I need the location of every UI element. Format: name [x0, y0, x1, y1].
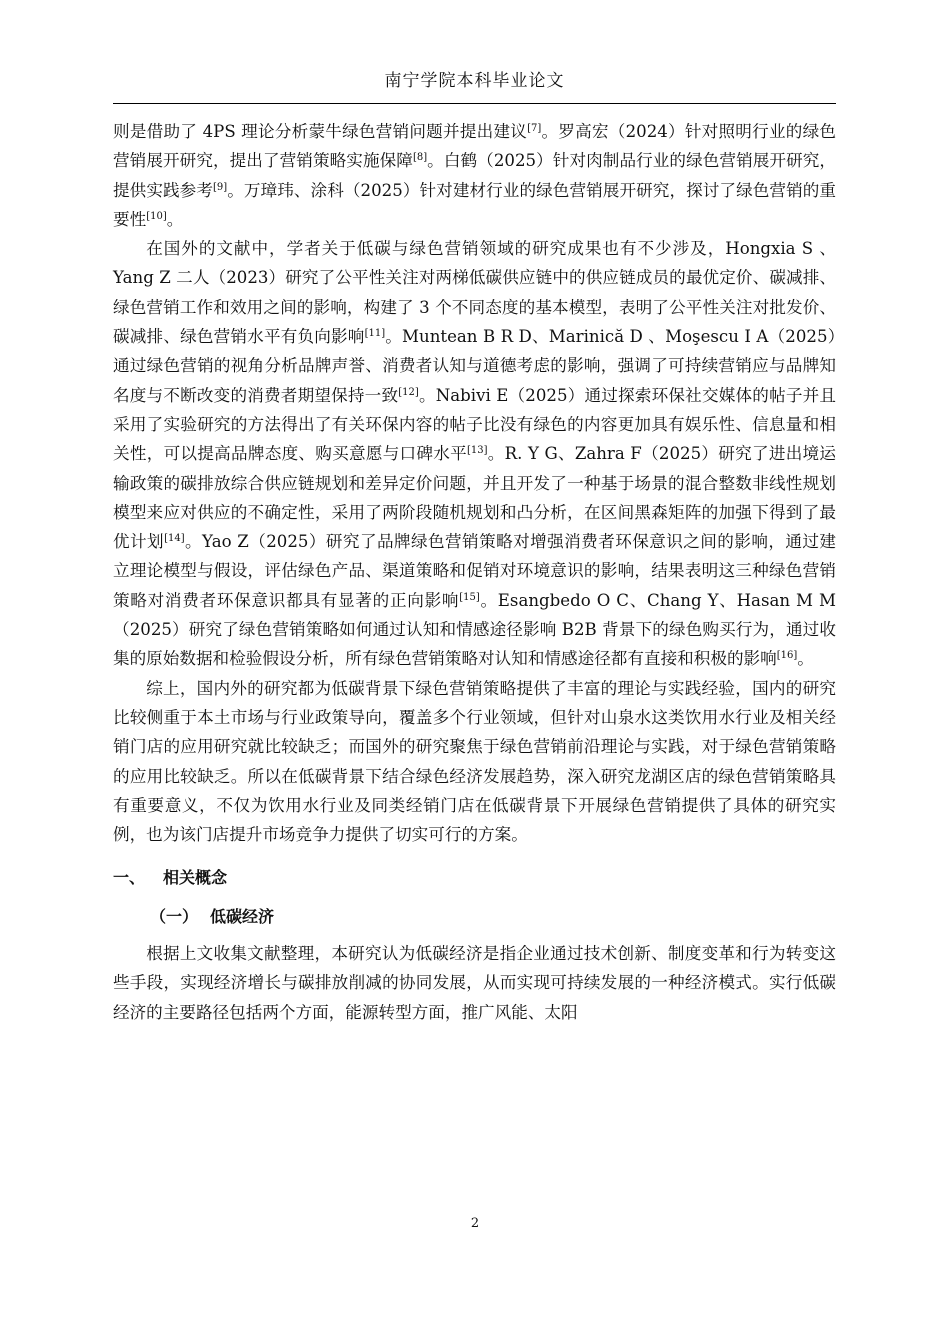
paragraph-low-carbon-definition: 根据上文收集文献整理，本研究认为低碳经济是指企业通过技术创新、制度变革和行为转变这些手段，实现经济增长与碳排放削减的协同发展，从而实现可持续发展的一种经济模式。实行低碳经济的主要路径包括两个方面，能源转型方面，推广风能、太阳	[113, 944, 836, 1022]
citation-ref: [8]	[412, 152, 428, 164]
paragraph-text: 。	[797, 649, 814, 669]
paragraph-text: 。Esangbedo O C、Chang Y、Hasan M M（2025）研究了绿色营销策略如何通过认知和情感途径影响 B2B 背景下的绿色购买行为，通过收集的原始数据和检验假设分析，所有绿色营销策略对认知和情感途径都有直接和积极的影响	[113, 590, 837, 669]
citation-ref: [15]	[459, 591, 480, 603]
paragraph-summary: 综上，国内外的研究都为低碳背景下绿色营销策略提供了丰富的理论与实践经验，国内的研究比较侧重于本土市场与行业政策导向，覆盖多个行业领域，但针对山泉水这类饮用水行业及相关经销门店的应用研究就比较缺乏；而国外的研究聚焦于绿色营销前沿理论与实践，对于绿色营销策略的应用比较缺乏。所以在低碳背景下结合绿色经济发展趋势，深入研究龙湖区店的绿色营销策略具有重要意义，不仅为饮用水行业及同类经销门店在低碳背景下开展绿色营销提供了具体的研究实例，也为该门店提升市场竞争力提供了切实可行的方案。	[113, 678, 836, 845]
paragraph-text: 。	[166, 209, 184, 229]
subsection-title: 低碳经济	[210, 906, 275, 926]
header-rule	[113, 103, 836, 104]
citation-ref: [14]	[164, 533, 185, 545]
citation-ref: [10]	[146, 210, 167, 222]
paragraph-text: 。Muntean B R D、Marinică D 、Moşescu I A（2025）通过绿色营销的视角分析品牌声誉、消费者认知与道德考虑的影响，强调了可持续营销应与品牌知名度与不断改变的消费者期望保持一致	[113, 327, 836, 405]
paragraph-text: 。罗高宏（2024）针对照明行业的绿色营销展开研究，提出了营销策略实施保障	[113, 122, 836, 171]
paragraph-text: 则是借助了 4PS 理论分析蒙牛绿色营销问题并提出建议	[113, 122, 528, 141]
paragraph-foreign-literature	[113, 234, 836, 673]
paragraph-text: 在国外的文献中，学者关于低碳与绿色营销领域的研究成果也有不少涉及，Hongxia S 、Yang Z 二人（2023）研究了公平性关注对两梯低碳供应链中的供应链成员的最优定价、碳减排、绿色营销工作和效用之间的影响，构建了 3 个不同态度的基本模型，表明了公平性关注对批发价、碳减排、绿色营销水平有负向影响	[113, 239, 836, 347]
subsection-number: （一）	[150, 906, 199, 926]
citation-ref: [9]	[212, 181, 228, 193]
paragraph-text: 。Yao Z（2025）研究了品牌绿色营销策略对增强消费者环保意识之间的影响，通过建立理论模型与假设，评估绿色产品、渠道策略和促销对环境意识的影响，结果表明这三种绿色营销策略对消费者环保意识都具有显著的正向影响	[113, 532, 836, 610]
subsection-heading	[113, 902, 836, 931]
section-heading	[113, 863, 836, 892]
citation-ref: [7]	[527, 123, 542, 134]
citation-ref: [12]	[398, 386, 419, 398]
paragraph-text: 。R. Y G、Zahra F（2025）研究了进出境运输政策的碳排放综合供应链规划和差异定价问题，并且开发了一种基于场景的混合整数非线性规划模型来应对供应的不确定性，采用了两阶段随机规划和凸分析，在区间黑森矩阵的加强下得到了最优计划	[113, 444, 837, 552]
citation-ref: [13]	[467, 445, 488, 457]
section-title: 相关概念	[163, 868, 228, 888]
citation-ref: [16]	[776, 650, 798, 662]
paragraph-domestic-literature	[113, 117, 836, 234]
page-body	[113, 117, 836, 1027]
paragraph-text: 。Nabivi E（2025）通过探索环保社交媒体的帖子并且采用了实验研究的方法得出了有关环保内容的帖子比没有绿色的内容更加具有娱乐性、信息量和相关性，可以提高品牌态度、购买意愿与口碑水平	[113, 385, 837, 464]
paragraph-text: 。万璋玮、涂科（2025）针对建材行业的绿色营销展开研究，探讨了绿色营销的重要性	[113, 180, 836, 229]
citation-ref: [11]	[364, 328, 386, 340]
section-number: 一、	[113, 868, 146, 888]
page-number: 2	[470, 1216, 480, 1231]
page-header-title: 南宁学院本科毕业论文	[384, 71, 565, 91]
paragraph-text: 。白鹤（2025）针对肉制品行业的绿色营销展开研究，提供实践参考	[113, 151, 836, 200]
